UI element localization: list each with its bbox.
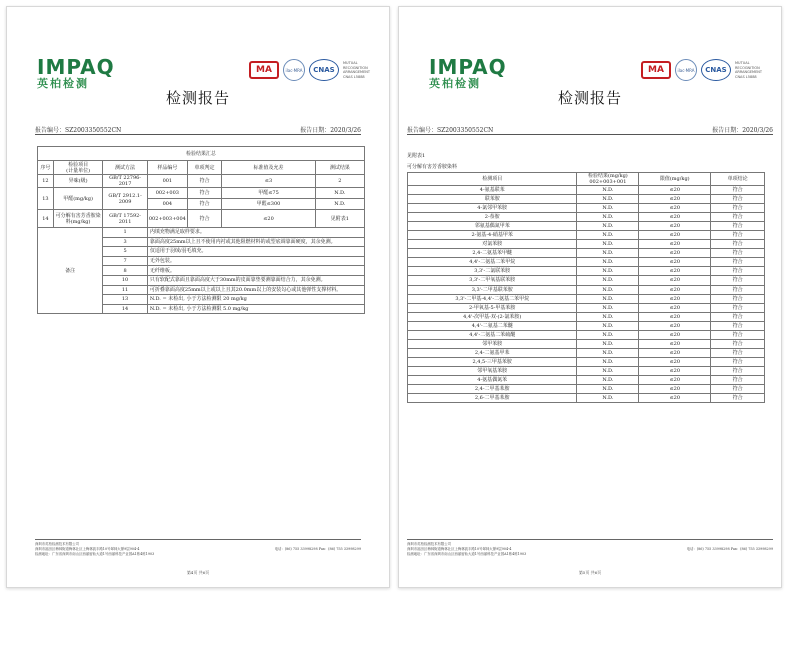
table-caption: 检验结果汇总: [38, 147, 365, 161]
cell-verdict: 符合: [711, 213, 765, 222]
cell-verdict: 符合: [711, 348, 765, 357]
cell-no: 13: [38, 188, 54, 210]
cell-item: 邻甲氧基苯胺: [408, 366, 577, 375]
table-row: [408, 294, 765, 303]
cell-item: 4,4'-二氨基二苯硫醚: [408, 330, 577, 339]
cell-result: N.D.: [577, 258, 639, 267]
page-footer: [35, 539, 361, 557]
cell-limit: ≤20: [639, 258, 711, 267]
cell-verdict: 符合: [711, 222, 765, 231]
accreditation-note: MUTUAL RECOGNITION ARRANGEMENT CNAS L5888: [343, 61, 371, 79]
footer-lab: 检测地址：广东省深圳市南山区西丽留仙大道1号西丽科技产业园A1栋4栋1903: [35, 552, 155, 556]
cell-result: N.D.: [577, 303, 639, 312]
cell-verdict: 符合: [711, 394, 765, 403]
table-row: [408, 330, 765, 339]
cell-verdict: 符合: [711, 366, 765, 375]
report-meta: [407, 125, 773, 134]
column-header: 限值(mg/kg): [639, 173, 711, 186]
ilac-seal-icon: ilac·MRA: [283, 59, 305, 81]
cell-limit: ≤20: [639, 303, 711, 312]
column-header: 单项结论: [711, 173, 765, 186]
cell-limit: ≤20: [639, 204, 711, 213]
certification-marks: [641, 59, 763, 81]
table-row: [408, 321, 765, 330]
cell-verdict: 符合: [711, 285, 765, 294]
table-row: [38, 188, 365, 199]
report-page-right: [398, 6, 782, 588]
cell-verdict: 符合: [711, 321, 765, 330]
brand-name-cn: 英柏检测: [429, 77, 481, 90]
cell-item: 3,3'-二甲基联苯胺: [408, 285, 577, 294]
cell-item: 甲醛(mg/kg): [53, 188, 102, 210]
cell-verdict: 符合: [711, 195, 765, 204]
table-row: [408, 303, 765, 312]
page-number: 第4页 共6页: [186, 570, 210, 575]
cell-limit: ≤20: [639, 294, 711, 303]
cell-item: 可分解有害芳香胺染料(mg/kg): [53, 210, 102, 228]
cell-item: 联苯胺: [408, 195, 577, 204]
table-header-row: [38, 161, 365, 175]
table-row: [408, 348, 765, 357]
cell-verdict: 符合: [711, 240, 765, 249]
cell-item: 4,4'-次甲基-双-(2-氯苯胺): [408, 312, 577, 321]
column-header: 检验结果(mg/kg) 002+003+001: [577, 173, 639, 186]
cell-standard: 甲醛≤75: [222, 188, 315, 199]
table-row: [408, 186, 765, 195]
cell-result: N.D.: [577, 312, 639, 321]
cell-result: N.D.: [577, 222, 639, 231]
footer-company: 深圳市英柏检测技术有限公司: [407, 542, 452, 546]
cell-item: 4,4'-二氨基二苯甲烷: [408, 258, 577, 267]
report-title: 检测报告: [165, 89, 230, 107]
report-page-left: [6, 6, 390, 588]
cell-result: N.D.: [315, 199, 364, 210]
cma-seal-icon: MA: [249, 61, 279, 79]
note-text: 仅适用于羽绒/羽毛填充。: [147, 247, 364, 257]
brand-name: IMPAQ: [37, 55, 115, 79]
cell-item: 2,4,5-三甲基苯胺: [408, 357, 577, 366]
cell-verdict: 符合: [711, 303, 765, 312]
certification-marks: [249, 59, 371, 81]
cell-verdict: 符合: [711, 258, 765, 267]
note-no: 7: [103, 256, 148, 266]
cell-limit: ≤20: [639, 312, 711, 321]
cell-verdict: 符合: [711, 276, 765, 285]
note-no: 14: [103, 304, 148, 314]
cell-item: 2-萘胺: [408, 213, 577, 222]
cell-item: 2,4-二氨基甲苯: [408, 348, 577, 357]
cell-limit: ≤20: [639, 186, 711, 195]
cell-limit: ≤20: [639, 366, 711, 375]
column-header: 标准值及允差: [222, 161, 315, 175]
cell-verdict: 符合: [711, 231, 765, 240]
cell-item: 对氯苯胺: [408, 240, 577, 249]
cell-no: 12: [38, 175, 54, 188]
cell-item: 2-甲氧基-5-甲基苯胺: [408, 303, 577, 312]
column-header: 检验项目 (计量单位): [53, 161, 102, 175]
cell-limit: ≤20: [639, 330, 711, 339]
cell-limit: ≤20: [639, 195, 711, 204]
cell-sample: 002+003: [147, 188, 187, 199]
cell-standard: 甲醛≤300: [222, 199, 315, 210]
page-footer: [407, 539, 773, 557]
table-row: [408, 385, 765, 394]
footer-address: 深圳市福田区梅林街道梅林社区上梅林凯丰路10号翠林大厦9层904-4: [407, 547, 512, 551]
cell-limit: ≤20: [639, 385, 711, 394]
note-no: 13: [103, 295, 148, 305]
table-header-row: [408, 173, 765, 186]
cell-item: 2,6-二甲基苯胺: [408, 394, 577, 403]
cell-item: 2-氨基-4-硝基甲苯: [408, 231, 577, 240]
table-row: [408, 394, 765, 403]
cell-limit: ≤20: [639, 321, 711, 330]
report-date: 报告日期：2020/3/26: [712, 127, 773, 134]
cell-sample: 004: [147, 199, 187, 210]
cell-result: N.D.: [577, 249, 639, 258]
column-header: 测试方法: [103, 161, 148, 175]
cell-sample: 002+003+004: [147, 210, 187, 228]
brand-logo: [429, 57, 507, 91]
brand-logo: [37, 57, 115, 91]
table-row: [408, 213, 765, 222]
cell-sample: 001: [147, 175, 187, 188]
table-row: [408, 204, 765, 213]
cell-result: N.D.: [577, 366, 639, 375]
cell-verdict: 符合: [711, 375, 765, 384]
header-divider: [407, 134, 773, 135]
cell-limit: ≤20: [639, 267, 711, 276]
table-row: [408, 222, 765, 231]
cell-standard: ≤20: [222, 210, 315, 228]
cell-verdict: 符合: [187, 210, 221, 228]
cell-item: 3,3'-二甲氧基联苯胺: [408, 276, 577, 285]
cell-result: N.D.: [315, 188, 364, 199]
cnas-seal-icon: CNAS: [309, 59, 339, 81]
note-no: 11: [103, 285, 148, 295]
cell-limit: ≤20: [639, 249, 711, 258]
column-header: 序号: [38, 161, 54, 175]
note-text: 只有软配式靠面且靠面高度大于30mm的皮面靠垫要测靠面结合力，其余免测。: [147, 275, 364, 285]
footer-phone: 电话：(86) 755 33998298 Fax：(86) 755 33998299: [274, 547, 361, 551]
cell-limit: ≤20: [639, 222, 711, 231]
cell-item: 4-氨基联苯: [408, 186, 577, 195]
cell-item: 邻氨基偶氮甲苯: [408, 222, 577, 231]
cell-result: N.D.: [577, 285, 639, 294]
footer-phone: 电话：(86) 755 33998298 Fax：(86) 755 33998299: [686, 547, 773, 551]
note-text: 内填充物满足取样要求。: [147, 228, 364, 238]
cell-verdict: 符合: [711, 204, 765, 213]
column-header: 测试结果: [315, 161, 364, 175]
table-row: [408, 231, 765, 240]
table-row: [408, 240, 765, 249]
cell-item: 邻甲苯胺: [408, 339, 577, 348]
header-divider: [35, 134, 361, 135]
cell-verdict: 符合: [711, 267, 765, 276]
report-number: 报告编号：SZ2003350552CN: [407, 127, 494, 134]
cell-standard: ≤3: [222, 175, 315, 188]
cell-verdict: 符合: [711, 294, 765, 303]
cell-result: N.D.: [577, 186, 639, 195]
table-row: [408, 195, 765, 204]
cell-result: N.D.: [577, 231, 639, 240]
note-row: [38, 228, 365, 238]
table-row: [408, 375, 765, 384]
cell-verdict: 符合: [711, 312, 765, 321]
table-row: [408, 339, 765, 348]
cell-item: 4-氯邻甲苯胺: [408, 204, 577, 213]
cell-verdict: 符合: [711, 339, 765, 348]
cell-limit: ≤20: [639, 213, 711, 222]
cell-result: N.D.: [577, 394, 639, 403]
cell-result: N.D.: [577, 357, 639, 366]
cell-verdict: 符合: [711, 186, 765, 195]
cell-verdict: 符合: [187, 199, 221, 210]
footer-company: 深圳市英柏检测技术有限公司: [35, 542, 80, 546]
cell-result: N.D.: [577, 330, 639, 339]
cell-item: 3,3'-二氯联苯胺: [408, 267, 577, 276]
table-row: [408, 312, 765, 321]
report-meta: [35, 125, 361, 134]
report-date: 报告日期：2020/3/26: [300, 127, 361, 134]
cell-limit: ≤20: [639, 339, 711, 348]
table-row: [408, 357, 765, 366]
cell-item: 2,4-二氨基苯甲醚: [408, 249, 577, 258]
cell-no: 14: [38, 210, 54, 228]
cell-method: GB/T 2912.1-2009: [103, 188, 148, 210]
cell-item: 2,4-二甲基苯胺: [408, 385, 577, 394]
table-row: [38, 175, 365, 188]
brand-name-cn: 英柏检测: [37, 77, 89, 90]
cell-result: N.D.: [577, 213, 639, 222]
note-no: 5: [103, 247, 148, 257]
note-text: 可折叠靠面高度25mm以上或以上且其20.0mm以上的安装勾心或其他弹性支撑材料。: [147, 285, 364, 295]
cell-item: 3,3'-二甲基-4,4'-二氨基二苯甲烷: [408, 294, 577, 303]
table-row: [408, 249, 765, 258]
column-header: 样品编号: [147, 161, 187, 175]
table-row: [408, 276, 765, 285]
summary-table: [37, 146, 365, 314]
table-row: [408, 267, 765, 276]
cell-result: N.D.: [577, 267, 639, 276]
cell-result: N.D.: [577, 348, 639, 357]
footer-address: 深圳市福田区梅林街道梅林社区上梅林凯丰路10号翠林大厦9层904-4: [35, 547, 140, 551]
cell-item: 4-氨基偶氮苯: [408, 375, 577, 384]
notes-label: 备注: [38, 228, 103, 314]
note-text: N.D. = 未检出, 小于方法检测限 5.0 mg/kg: [147, 304, 364, 314]
cell-limit: ≤20: [639, 285, 711, 294]
table-row: [38, 210, 365, 228]
note-no: 10: [103, 275, 148, 285]
accreditation-note: MUTUAL RECOGNITION ARRANGEMENT CNAS L5888: [735, 61, 763, 79]
table-row: [408, 285, 765, 294]
cell-verdict: 符合: [187, 175, 221, 188]
cell-method: GB/T 22796-2017: [103, 175, 148, 188]
attachment-label: 见附表1: [407, 153, 426, 159]
column-header: 单项判定: [187, 161, 221, 175]
azo-dye-table: [407, 172, 765, 403]
cell-result: N.D.: [577, 195, 639, 204]
column-header: 检测项目: [408, 173, 577, 186]
cell-limit: ≤20: [639, 357, 711, 366]
cell-result: N.D.: [577, 240, 639, 249]
note-text: 靠面高度25mm以上且不使用内衬或其他阻燃材料的或型底调靠面硬度，其余免测。: [147, 237, 364, 247]
cell-result: 见附表1: [315, 210, 364, 228]
cell-limit: ≤20: [639, 348, 711, 357]
cell-result: N.D.: [577, 375, 639, 384]
cell-result: 2: [315, 175, 364, 188]
note-text: 无外包装。: [147, 256, 364, 266]
ilac-seal-icon: ilac·MRA: [675, 59, 697, 81]
table-row: [408, 366, 765, 375]
cell-result: N.D.: [577, 294, 639, 303]
report-title: 检测报告: [557, 89, 622, 107]
cell-result: N.D.: [577, 321, 639, 330]
cell-result: N.D.: [577, 204, 639, 213]
cell-item: 异味(级): [53, 175, 102, 188]
note-text: N.D. = 未检出, 小于方法检测限 20 mg/kg: [147, 295, 364, 305]
cell-verdict: 符合: [187, 188, 221, 199]
cell-item: 4,4'-二氨基二苯醚: [408, 321, 577, 330]
cnas-seal-icon: CNAS: [701, 59, 731, 81]
table-row: [408, 258, 765, 267]
note-text: 无纤维板。: [147, 266, 364, 276]
brand-name: IMPAQ: [429, 55, 507, 79]
cell-limit: ≤20: [639, 240, 711, 249]
cell-result: N.D.: [577, 276, 639, 285]
cell-limit: ≤20: [639, 375, 711, 384]
page-number: 第5页 共6页: [578, 570, 602, 575]
note-no: 3: [103, 237, 148, 247]
report-number: 报告编号：SZ2003350552CN: [35, 127, 122, 134]
cell-limit: ≤20: [639, 394, 711, 403]
cell-result: N.D.: [577, 385, 639, 394]
cell-limit: ≤20: [639, 231, 711, 240]
cell-verdict: 符合: [711, 249, 765, 258]
attachment-subtitle: 可分解有害芳香胺染料: [407, 164, 458, 170]
cell-limit: ≤20: [639, 276, 711, 285]
note-no: 8: [103, 266, 148, 276]
note-no: 1: [103, 228, 148, 238]
cell-result: N.D.: [577, 339, 639, 348]
cell-method: GB/T 17592-2011: [103, 210, 148, 228]
cell-verdict: 符合: [711, 385, 765, 394]
cell-verdict: 符合: [711, 330, 765, 339]
footer-lab: 检测地址：广东省深圳市南山区西丽留仙大道1号西丽科技产业园A1栋4栋1903: [407, 552, 527, 556]
cma-seal-icon: MA: [641, 61, 671, 79]
cell-verdict: 符合: [711, 357, 765, 366]
